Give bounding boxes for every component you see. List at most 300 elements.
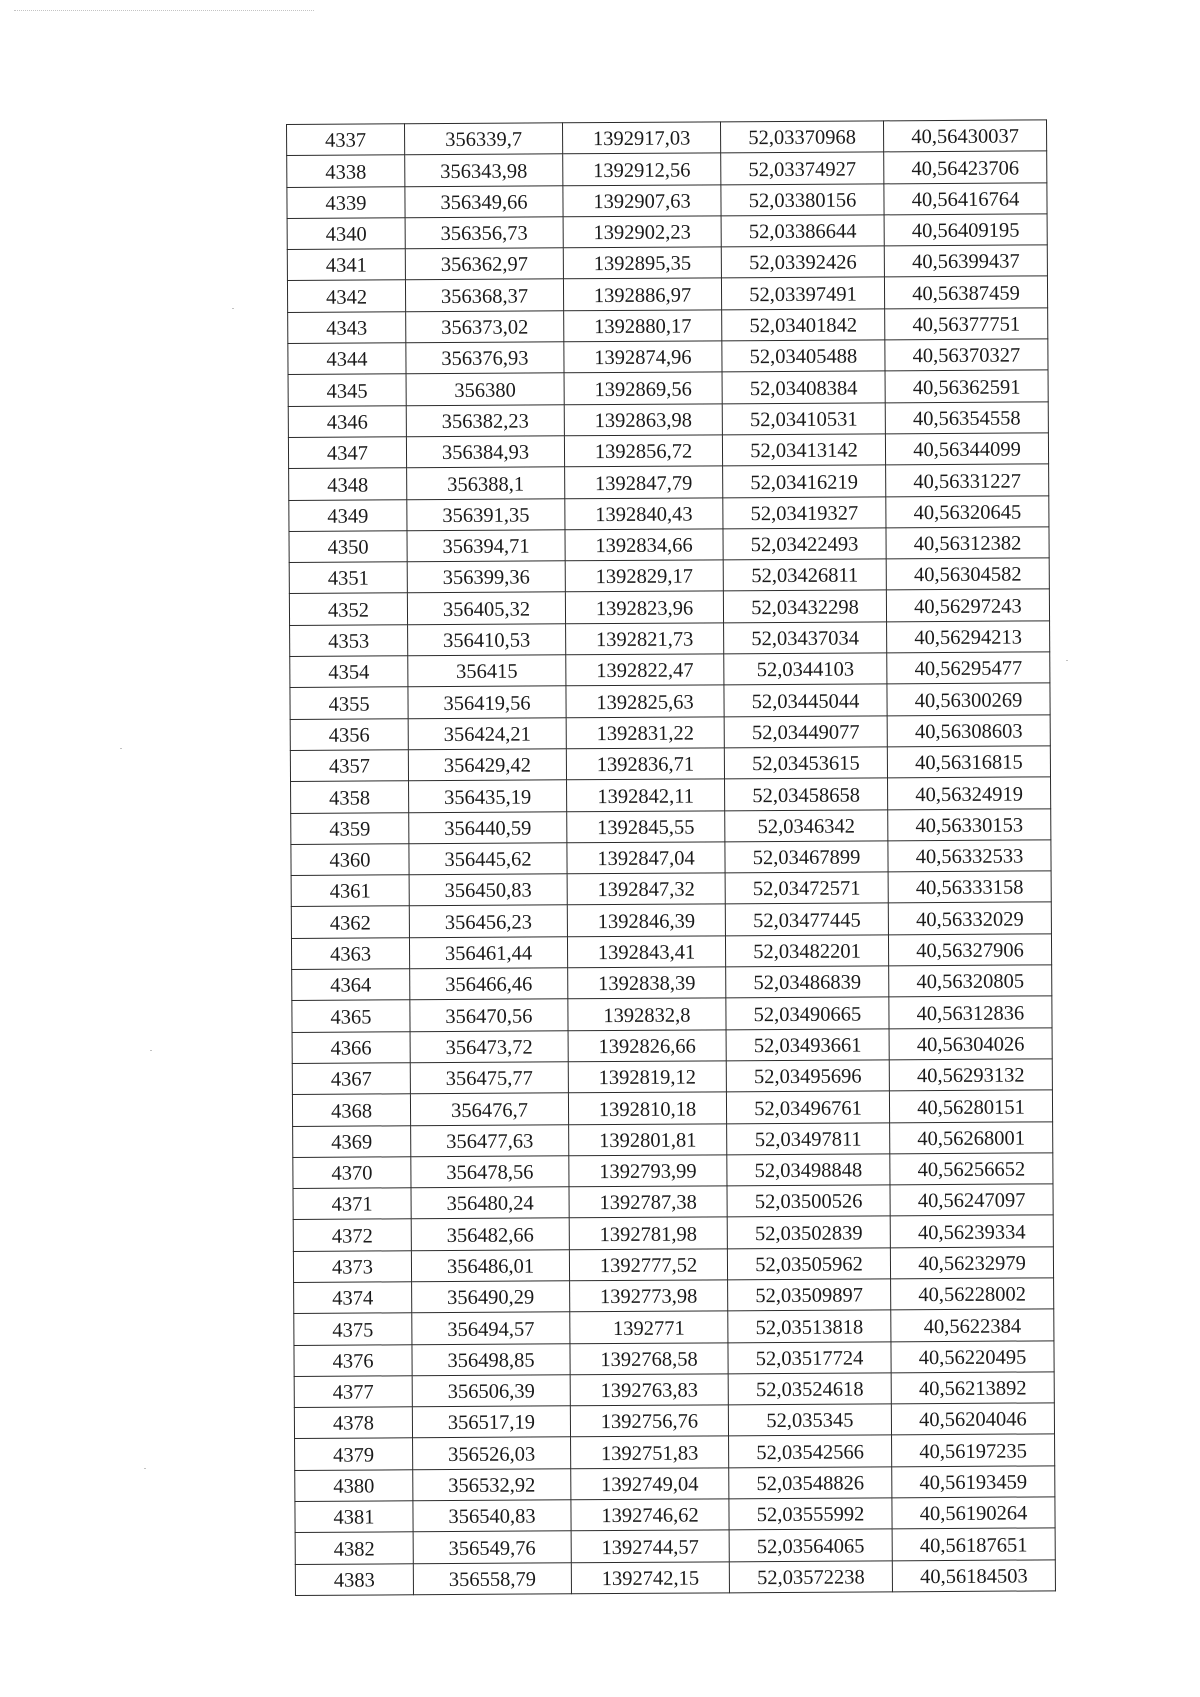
cell-value: 356429,42 (443, 754, 532, 778)
cell-value: 1392912,56 (593, 159, 691, 182)
cell-value: 356477,63 (446, 1130, 534, 1153)
cell-value: 52,03386644 (748, 220, 857, 244)
latitude-cell (726, 1028, 889, 1060)
y-coordinate-cell (570, 1280, 728, 1312)
cell-value: 40,56232979 (918, 1252, 1026, 1276)
y-coordinate-cell (571, 1436, 729, 1468)
longitude-cell (884, 182, 1047, 214)
latitude-cell (721, 246, 884, 278)
latitude-cell (727, 1185, 890, 1217)
cell-value: 1392801,81 (598, 1129, 697, 1152)
y-coordinate-cell (570, 1374, 728, 1406)
point-number-cell (287, 124, 405, 156)
latitude-cell (722, 434, 885, 466)
longitude-cell (887, 683, 1050, 715)
y-coordinate-cell (570, 1311, 728, 1343)
cell-value: 4345 (326, 380, 368, 403)
x-coordinate-cell (409, 843, 567, 875)
longitude-cell (887, 746, 1050, 778)
table-row (294, 1340, 1054, 1376)
table-row (290, 714, 1050, 750)
cell-value: 4337 (325, 129, 367, 153)
point-number-cell (293, 1188, 411, 1220)
table-row (294, 1309, 1054, 1345)
cell-value: 1392826,66 (598, 1035, 696, 1059)
cell-value: 4374 (332, 1287, 374, 1311)
table-row (287, 182, 1047, 218)
y-coordinate-cell (571, 1468, 729, 1500)
cell-value: 4381 (333, 1506, 375, 1530)
point-number-cell (291, 844, 409, 876)
table-row (290, 746, 1050, 782)
cell-value: 1392874,96 (594, 346, 692, 370)
longitude-cell (891, 1403, 1054, 1435)
cell-value: 52,03482201 (753, 940, 861, 964)
longitude-cell (886, 527, 1049, 559)
point-number-cell (287, 249, 405, 281)
cell-value: 356405,32 (442, 598, 531, 621)
table-row (291, 934, 1051, 970)
table-row (292, 1090, 1052, 1126)
table-row (288, 339, 1048, 375)
x-coordinate-cell (408, 655, 566, 687)
latitude-cell (724, 715, 887, 747)
point-number-cell (292, 1063, 410, 1095)
cell-value: 4361 (329, 880, 371, 904)
cell-value: 356470,56 (445, 1005, 533, 1028)
x-coordinate-cell (409, 780, 567, 812)
y-coordinate-cell (566, 716, 724, 748)
y-coordinate-cell (564, 372, 722, 404)
x-coordinate-cell (409, 905, 567, 937)
scan-speck (144, 1468, 146, 1469)
longitude-cell (884, 151, 1047, 183)
latitude-cell (729, 1435, 892, 1467)
y-coordinate-cell (569, 1123, 727, 1155)
y-coordinate-cell (567, 779, 725, 811)
point-number-cell (291, 875, 409, 907)
cell-value: 52,03498848 (754, 1159, 863, 1183)
point-number-cell (290, 625, 408, 657)
latitude-cell (723, 465, 886, 497)
cell-value: 1392773,98 (599, 1285, 698, 1309)
latitude-cell (727, 1248, 890, 1280)
y-coordinate-cell (566, 748, 724, 780)
table-row (291, 902, 1051, 938)
point-number-cell (294, 1282, 412, 1314)
cell-value: 40,56308603 (914, 720, 1023, 744)
longitude-cell (886, 589, 1049, 621)
longitude-cell (885, 370, 1048, 402)
cell-value: 52,03490665 (753, 1003, 862, 1026)
x-coordinate-cell (411, 1156, 569, 1188)
point-number-cell (287, 186, 405, 218)
cell-value: 1392840,43 (595, 503, 693, 526)
y-coordinate-cell (566, 623, 724, 655)
cell-value: 4343 (326, 317, 368, 340)
longitude-cell (892, 1466, 1055, 1498)
y-coordinate-cell (569, 1217, 727, 1249)
table-row (287, 214, 1047, 250)
point-number-cell (290, 718, 408, 750)
longitude-cell (891, 1372, 1054, 1404)
y-coordinate-cell (564, 341, 722, 373)
longitude-cell (891, 1309, 1054, 1341)
cell-value: 4363 (330, 943, 372, 966)
latitude-cell (727, 1122, 890, 1154)
cell-value: 1392846,39 (597, 910, 696, 933)
x-coordinate-cell (410, 1093, 568, 1125)
point-number-cell (288, 405, 406, 437)
point-number-cell (291, 937, 409, 969)
y-coordinate-cell (571, 1499, 729, 1531)
cell-value: 40,56354558 (912, 407, 1021, 431)
x-coordinate-cell (406, 436, 564, 468)
cell-value: 1392742,15 (601, 1567, 700, 1591)
y-coordinate-cell (568, 1092, 726, 1124)
table-row (287, 276, 1047, 312)
x-coordinate-cell (408, 749, 566, 781)
latitude-cell (724, 747, 887, 779)
cell-value: 4348 (327, 474, 369, 497)
scan-speck (232, 308, 234, 309)
cell-value: 4360 (329, 849, 371, 872)
y-coordinate-cell (570, 1342, 728, 1374)
table-row (293, 1247, 1053, 1283)
y-coordinate-cell (562, 122, 720, 154)
cell-value: 1392838,39 (598, 972, 696, 996)
cell-value: 1392771 (612, 1317, 685, 1340)
x-coordinate-cell (405, 123, 563, 155)
cell-value: 40,56333158 (915, 876, 1024, 900)
cell-value: 40,56332029 (915, 908, 1024, 931)
point-number-cell (293, 1250, 411, 1282)
cell-value: 40,56399437 (911, 251, 1020, 274)
x-coordinate-cell (412, 1375, 570, 1407)
cell-value: 52,03513818 (755, 1316, 864, 1339)
point-number-cell (291, 906, 409, 938)
point-number-cell (288, 374, 406, 406)
latitude-cell (729, 1467, 892, 1499)
cell-value: 52,03477445 (752, 909, 861, 932)
cell-value: 4344 (326, 348, 368, 372)
cell-value: 4383 (333, 1569, 375, 1592)
table-row (294, 1403, 1054, 1439)
cell-value: 4359 (329, 818, 371, 841)
cell-value: 52,03555992 (756, 1503, 865, 1527)
cell-value: 356380 (454, 379, 516, 402)
cell-value: 40,56228002 (918, 1283, 1027, 1307)
cell-value: 4371 (331, 1193, 373, 1217)
longitude-cell (891, 1278, 1054, 1310)
cell-value: 356461,44 (444, 942, 533, 966)
table-row (295, 1528, 1055, 1564)
cell-value: 1392880,17 (593, 315, 692, 339)
cell-value: 356410,53 (443, 629, 531, 653)
cell-value: 40,56184503 (920, 1565, 1028, 1589)
table-row (291, 840, 1051, 876)
cell-value: 40,56256652 (917, 1158, 1026, 1182)
longitude-cell (886, 464, 1049, 496)
cell-value: 356356,73 (440, 222, 528, 246)
longitude-cell (885, 433, 1048, 465)
latitude-cell (728, 1404, 891, 1436)
cell-value: 4358 (329, 787, 371, 810)
cell-value: 40,56330153 (915, 814, 1024, 837)
scan-speck (1066, 660, 1068, 661)
y-coordinate-cell (568, 998, 726, 1030)
latitude-cell (722, 403, 885, 435)
cell-value: 52,03497811 (754, 1128, 862, 1151)
cell-value: 1392869,56 (594, 378, 692, 401)
cell-value: 40,56362591 (912, 376, 1021, 399)
cell-value: 40,56387459 (912, 282, 1020, 305)
longitude-cell (891, 1340, 1054, 1372)
table-row (295, 1466, 1055, 1502)
cell-value: 1392823,96 (595, 597, 694, 620)
x-coordinate-cell (407, 467, 565, 499)
cell-value: 1392843,41 (597, 941, 696, 965)
cell-value: 52,03572238 (757, 1566, 865, 1590)
cell-value: 52,03458658 (752, 784, 860, 807)
point-number-cell (293, 1219, 411, 1251)
cell-value: 40,56190264 (919, 1502, 1028, 1526)
point-number-cell (294, 1407, 412, 1439)
cell-value: 52,03426811 (751, 564, 859, 588)
cell-value: 52,03392426 (748, 252, 857, 275)
table-row (294, 1278, 1054, 1314)
cell-value: 52,03548826 (756, 1472, 865, 1496)
cell-value: 40,56344099 (913, 438, 1021, 462)
table-row (288, 308, 1048, 344)
y-coordinate-cell (568, 967, 726, 999)
cell-value: 356343,98 (440, 160, 528, 183)
y-coordinate-cell (567, 842, 725, 874)
longitude-cell (890, 1153, 1053, 1185)
cell-value: 4367 (330, 1068, 372, 1091)
cell-value: 1392744,57 (601, 1536, 699, 1559)
cell-value: 4365 (330, 1006, 372, 1029)
longitude-cell (892, 1434, 1055, 1466)
cell-value: 4373 (331, 1256, 374, 1279)
x-coordinate-cell (407, 592, 565, 624)
cell-value: 40,56268001 (917, 1127, 1026, 1150)
x-coordinate-cell (412, 1343, 570, 1375)
y-coordinate-cell (564, 404, 722, 436)
x-coordinate-cell (411, 1124, 569, 1156)
point-number-cell (294, 1376, 412, 1408)
cell-value: 4364 (330, 974, 372, 998)
cell-value: 40,56294213 (914, 626, 1023, 650)
latitude-cell (722, 371, 885, 403)
cell-value: 4350 (327, 536, 369, 559)
scan-speck (150, 1050, 152, 1051)
longitude-cell (888, 808, 1051, 840)
cell-value: 1392751,83 (600, 1442, 699, 1465)
point-number-cell (292, 1031, 410, 1063)
cell-value: 40,56324919 (915, 783, 1023, 806)
point-number-cell (289, 562, 407, 594)
cell-value: 4349 (327, 505, 369, 528)
table-row (293, 1153, 1053, 1189)
point-number-cell (289, 593, 407, 625)
x-coordinate-cell (408, 686, 566, 718)
point-number-cell (289, 468, 407, 500)
cell-value: 1392787,38 (599, 1191, 697, 1215)
y-coordinate-cell (566, 654, 724, 686)
table-row (288, 402, 1048, 438)
longitude-cell (888, 871, 1051, 903)
x-coordinate-cell (410, 1030, 568, 1062)
latitude-cell (728, 1341, 891, 1373)
cell-value: 1392763,83 (600, 1379, 699, 1403)
cell-value: 4355 (328, 693, 370, 716)
cell-value: 52,03445044 (751, 690, 860, 713)
cell-value: 52,03486839 (753, 971, 862, 995)
cell-value: 1392793,99 (599, 1160, 697, 1184)
latitude-cell (727, 1154, 890, 1186)
cell-value: 52,03449077 (751, 721, 860, 745)
point-number-cell (291, 812, 409, 844)
point-number-cell (291, 781, 409, 813)
cell-value: 4353 (328, 630, 370, 653)
cell-value: 1392777,52 (599, 1254, 698, 1278)
cell-value: 52,03517724 (755, 1347, 864, 1371)
longitude-cell (886, 495, 1049, 527)
longitude-cell (888, 902, 1051, 934)
cell-value: 1392863,98 (594, 409, 693, 433)
cell-value: 40,56416764 (911, 188, 1020, 212)
latitude-cell (725, 903, 888, 935)
table-row (295, 1559, 1055, 1595)
latitude-cell (729, 1560, 892, 1592)
y-coordinate-cell (563, 184, 721, 216)
table-row (293, 1184, 1053, 1220)
x-coordinate-cell (413, 1562, 571, 1594)
point-number-cell (295, 1501, 413, 1533)
cell-value: 40,56377751 (912, 313, 1021, 337)
x-coordinate-cell (405, 217, 563, 249)
cell-value: 40,56430037 (911, 125, 1019, 149)
cell-value: 1392842,11 (597, 785, 694, 808)
table-row (293, 1215, 1053, 1251)
x-coordinate-cell (413, 1437, 571, 1469)
x-coordinate-cell (407, 561, 565, 593)
cell-value: 356424,21 (443, 723, 531, 746)
cell-value: 1392768,58 (600, 1348, 698, 1371)
y-coordinate-cell (563, 153, 721, 185)
point-number-cell (287, 280, 405, 312)
coordinates-table-wrapper (286, 119, 1055, 1596)
cell-value: 52,03467899 (752, 846, 861, 870)
cell-value: 40,56193459 (919, 1471, 1028, 1495)
table-row (287, 151, 1047, 187)
point-number-cell (293, 1125, 411, 1157)
x-coordinate-cell (410, 968, 568, 1000)
y-coordinate-cell (571, 1530, 729, 1562)
cell-value: 4375 (332, 1319, 374, 1342)
cell-value: 52,0346342 (757, 815, 856, 838)
cell-value: 1392822,47 (596, 659, 694, 683)
cell-value: 40,56220495 (918, 1346, 1027, 1370)
table-row (289, 464, 1049, 500)
cell-value: 52,03408384 (749, 377, 858, 400)
cell-value: 40,56312836 (916, 1002, 1025, 1025)
point-number-cell (294, 1344, 412, 1376)
cell-value: 356490,29 (447, 1286, 535, 1310)
cell-value: 40,56320645 (913, 501, 1022, 525)
cell-value: 356399,36 (442, 566, 530, 590)
latitude-cell (723, 559, 886, 591)
cell-value: 40,56300269 (914, 689, 1023, 712)
cell-value: 40,56304026 (916, 1033, 1025, 1057)
cell-value: 4339 (325, 192, 367, 215)
latitude-cell (729, 1498, 892, 1530)
cell-value: 356362,97 (440, 254, 528, 277)
cell-value: 1392749,04 (601, 1473, 699, 1497)
cell-value: 4351 (327, 567, 369, 591)
latitude-cell (727, 1216, 890, 1248)
table-row (295, 1497, 1055, 1533)
cell-value: 4362 (329, 912, 371, 935)
y-coordinate-cell (568, 1029, 726, 1061)
y-coordinate-cell (565, 560, 723, 592)
cell-value: 40,56239334 (917, 1221, 1026, 1244)
cell-value: 52,03416219 (750, 471, 859, 494)
table-row (291, 871, 1051, 907)
longitude-cell (889, 1090, 1052, 1122)
cell-value: 4380 (333, 1475, 375, 1498)
x-coordinate-cell (407, 530, 565, 562)
cell-value: 1392886,97 (593, 284, 692, 307)
table-row (293, 1121, 1053, 1157)
longitude-cell (890, 1121, 1053, 1153)
x-coordinate-cell (408, 624, 566, 656)
latitude-cell (726, 1091, 889, 1123)
table-row (295, 1434, 1055, 1470)
cell-value: 356466,46 (445, 973, 533, 997)
longitude-cell (888, 934, 1051, 966)
cell-value: 52,03410531 (749, 408, 858, 432)
latitude-cell (723, 590, 886, 622)
cell-value: 356349,66 (440, 191, 528, 214)
cell-value: 40,56370327 (912, 344, 1021, 368)
cell-value: 4341 (325, 254, 367, 278)
cell-value: 1392902,23 (593, 221, 691, 245)
cell-value: 1392756,76 (600, 1410, 699, 1434)
cell-value: 356480,24 (446, 1192, 534, 1216)
y-coordinate-cell (564, 435, 722, 467)
latitude-cell (722, 309, 885, 341)
cell-value: 356482,66 (446, 1224, 534, 1247)
table-row (289, 495, 1049, 531)
cell-value: 356394,71 (442, 535, 530, 559)
cell-value: 356415 (456, 660, 518, 684)
latitude-cell (720, 121, 883, 153)
longitude-cell (889, 965, 1052, 997)
cell-value: 356450,83 (444, 879, 532, 903)
x-coordinate-cell (412, 1281, 570, 1313)
latitude-cell (722, 340, 885, 372)
cell-value: 4352 (327, 599, 370, 622)
y-coordinate-cell (565, 497, 723, 529)
cell-value: 40,56247097 (917, 1189, 1026, 1213)
y-coordinate-cell (568, 1061, 726, 1093)
cell-value: 356445,62 (444, 848, 532, 872)
x-coordinate-cell (405, 248, 563, 280)
cell-value: 52,03422493 (750, 533, 859, 557)
cell-value: 4378 (332, 1412, 375, 1436)
